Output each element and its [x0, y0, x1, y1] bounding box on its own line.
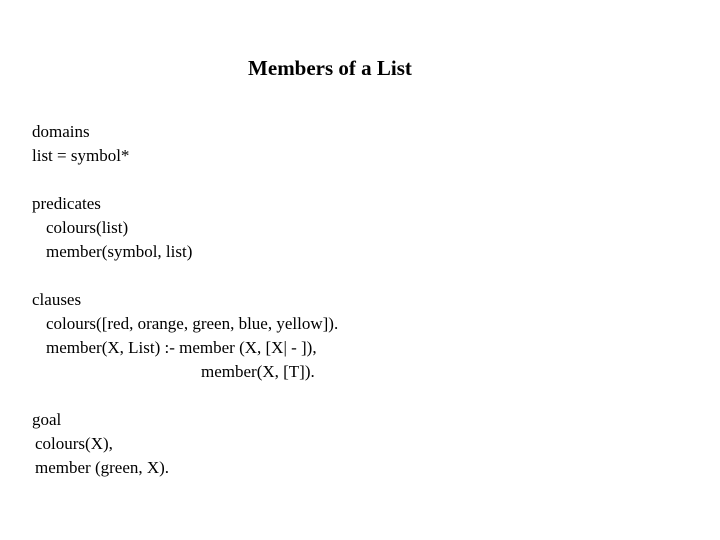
domains-keyword: domains [32, 122, 90, 141]
colours-predicate: colours(list) [46, 218, 129, 237]
goal-keyword: goal [32, 410, 62, 429]
clauses-keyword: clauses [32, 290, 82, 309]
member-rule-body: member(X, [T]). [201, 362, 315, 381]
predicates-keyword: predicates [32, 194, 101, 213]
list-domain-declaration: list = symbol* [32, 146, 130, 165]
member-rule-head: member(X, List) :- member (X, [X| - ]), [46, 338, 317, 357]
goal-member-call: member (green, X). [35, 458, 170, 477]
colours-fact: colours([red, orange, green, blue, yellow]). [46, 314, 339, 333]
goal-colours-call: colours(X), [35, 434, 113, 453]
page-title: Members of a List [248, 56, 412, 80]
member-predicate: member(symbol, list) [46, 242, 193, 261]
